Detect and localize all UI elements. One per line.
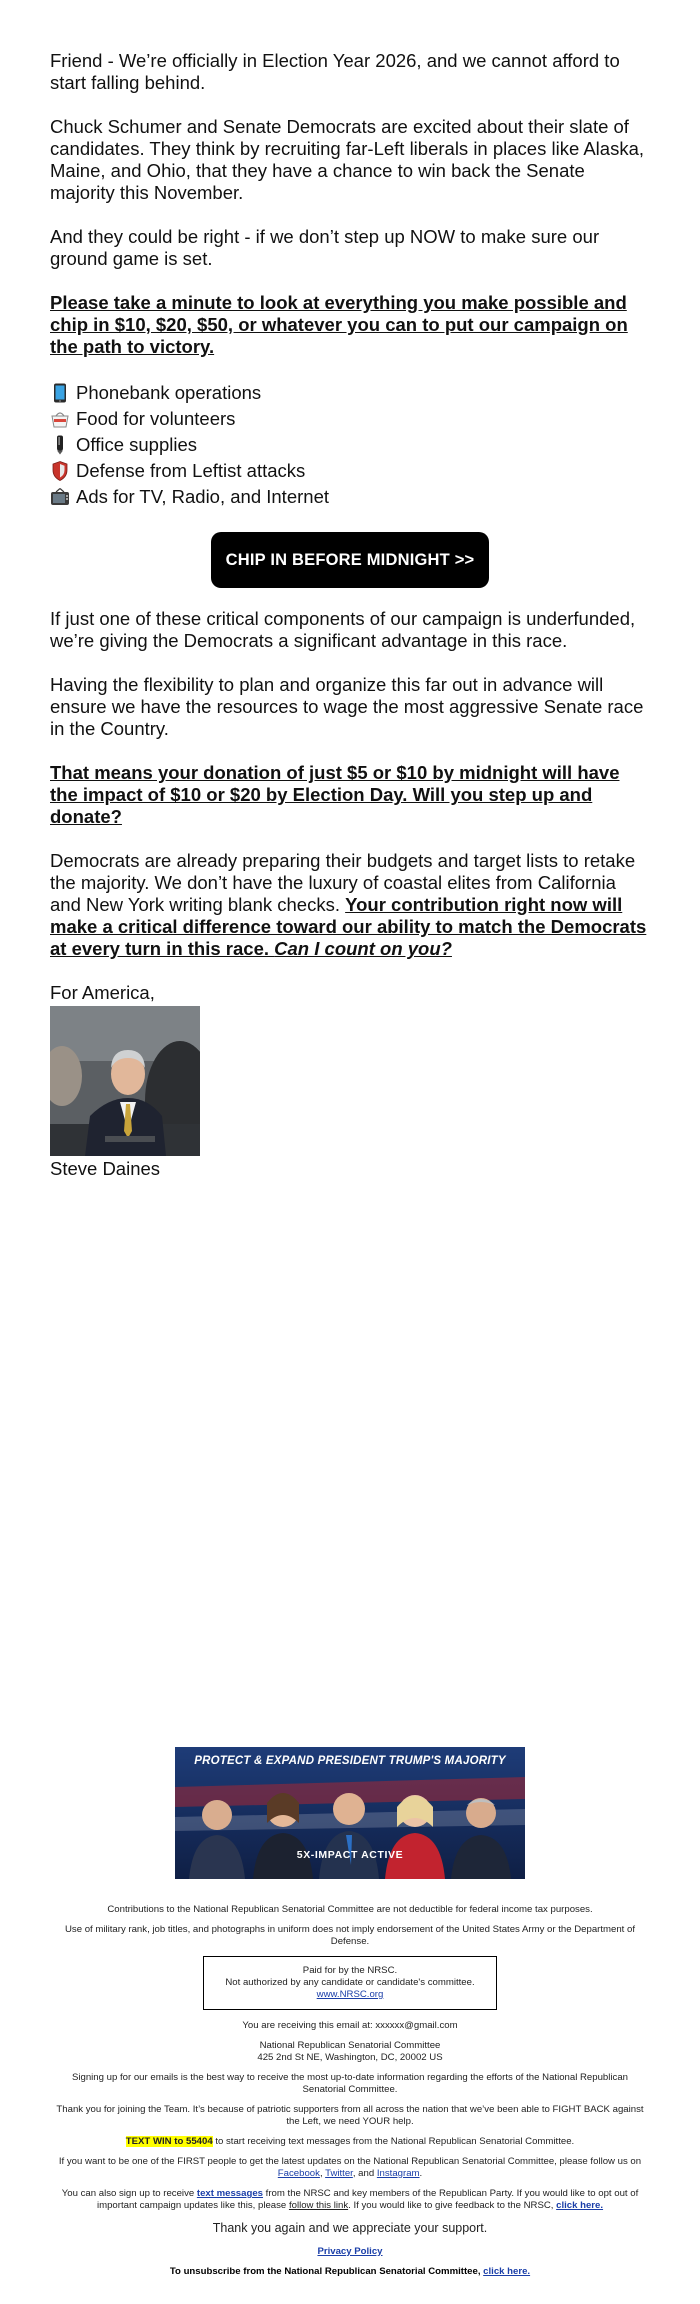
list-item [50, 406, 650, 432]
pen-icon [50, 435, 70, 455]
text-win-rest: to start receiving text messages from the National Republican Senatorial Committee. [212, 2136, 575, 2147]
donate-ask-link[interactable]: Please take a minute to look at everything you make possible and chip in $10, $20, $50, or whatever you can to put our campaign on the path to victory. [50, 292, 628, 357]
donation-match-link[interactable]: That means your donation of just $5 or $10 by midnight will have the impact of $10 or $20 by Election Day. Will you step up and donate? [50, 762, 620, 827]
paragraph-underfunded: If just one of these critical components of our campaign is underfunded, we’re giving the Democrats a significant advantage in this race. [50, 608, 636, 651]
address-block [50, 2040, 650, 2064]
paragraph-plain-text: Democrats are already preparing their budgets and target lists to retake the majority. We don’t have the luxury of coastal elites from California and New York writing blank checks. [50, 850, 636, 915]
paid-for-box [203, 1956, 497, 2010]
list-item-label: Phonebank operations [76, 382, 262, 403]
text-messages-link[interactable]: text messages [196, 2188, 264, 2199]
unsubscribe-text: To unsubscribe from the National Republican Senatorial Committee, [169, 2266, 484, 2277]
footer [50, 1904, 650, 2286]
paragraph-democrats-budgets [50, 850, 650, 960]
phone-icon [50, 383, 70, 403]
contribution-link[interactable]: Your contribution right now will make a critical difference toward our ability to match the Democrats at every turn in this race. [50, 894, 647, 959]
shield-icon [50, 461, 70, 481]
list-item-label: Office supplies [76, 434, 197, 455]
signer-photo [50, 1006, 200, 1156]
org-address: 425 2nd St NE, Washington, DC, 20002 US [257, 2052, 443, 2063]
twitter-link[interactable]: Twitter [325, 2168, 353, 2179]
signoff: For America, [50, 982, 155, 1003]
list-item [50, 484, 650, 510]
paragraph-flexibility: Having the flexibility to plan and organize this far out in advance will ensure we have the resources to wage the most aggressive Senate race in the Country. [50, 674, 644, 739]
org-name: National Republican Senatorial Committee [259, 2040, 441, 2051]
unsubscribe-link[interactable]: click here. [483, 2266, 531, 2277]
receiving-email-note: You are receiving this email at: xxxxxx@gmail.com [242, 2020, 458, 2031]
list-item [50, 380, 650, 406]
instagram-link[interactable]: Instagram [376, 2168, 420, 2179]
takeout-box-icon [50, 409, 70, 429]
cta-wrapper [50, 532, 650, 588]
unsubscribe-note [50, 2266, 650, 2278]
separator-text: , and [352, 2168, 377, 2179]
privacy-policy-link[interactable]: Privacy Policy [317, 2246, 383, 2257]
paid-for-text: Paid for by the NRSC. [302, 1965, 398, 1976]
not-authorized-text: Not authorized by any candidate or candidate's committee. [225, 1977, 475, 1988]
funding-list [50, 380, 650, 510]
opt-out-link[interactable]: follow this link [288, 2200, 349, 2211]
sms-note [50, 2188, 650, 2212]
text-win-highlight: TEXT WIN to 55404 [125, 2136, 213, 2147]
sms-mid2-text: . If you would like to give feedback to the NRSC, [348, 2200, 557, 2211]
sms-pre-text: You can also sign up to receive [61, 2188, 197, 2199]
list-item [50, 432, 650, 458]
facebook-link[interactable]: Facebook [277, 2168, 320, 2179]
nrsc-site-link[interactable]: www.NRSC.org [316, 1989, 384, 2000]
military-note: Use of military rank, job titles, and photographs in uniform does not imply endorsement of the United States Army or the Department of Defense. [64, 1924, 636, 1947]
tax-note: Contributions to the National Republican Senatorial Committee are not deductible for federal income tax purposes. [107, 1904, 593, 1915]
paragraph-ground-game: And they could be right - if we don’t step up NOW to make sure our ground game is set. [50, 226, 600, 269]
signup-note: Signing up for our emails is the best way to receive the most up-to-date information regarding the efforts of the National Republican Senatorial Committee. [71, 2072, 629, 2095]
thanks-note: Thank you again and we appreciate your support. [212, 2221, 488, 2235]
feedback-link[interactable]: click here. [556, 2200, 604, 2211]
count-on-you-link[interactable]: Can I count on you? [274, 938, 452, 959]
text-win-note [50, 2136, 650, 2148]
trump-majority-banner[interactable] [175, 1747, 525, 1879]
banner-badge: 5X-IMPACT ACTIVE [296, 1849, 404, 1861]
tv-icon [50, 487, 70, 507]
list-item-label: Ads for TV, Radio, and Internet [76, 486, 329, 507]
follow-note [50, 2156, 650, 2180]
paragraph-intro: Friend - We’re officially in Election Year 2026, and we cannot afford to start falling behind. [50, 50, 620, 93]
sms-mid-text: from the NRSC and key members of the Republican Party. If you would like to opt out of important campaign updates like this, please [96, 2188, 639, 2211]
list-item-label: Food for volunteers [76, 408, 236, 429]
chip-in-button[interactable]: CHIP IN BEFORE MIDNIGHT >> [211, 532, 489, 588]
list-item [50, 458, 650, 484]
banner-headline: PROTECT & EXPAND PRESIDENT TRUMP'S MAJORITY [194, 1755, 506, 1767]
paragraph-schumer: Chuck Schumer and Senate Democrats are excited about their slate of candidates. They think by recruiting far-Left liberals in places like Alaska, Maine, and Ohio, that they have a chance to win back the Senate majority this November. [50, 116, 645, 203]
signer-name: Steve Daines [50, 1158, 161, 1179]
follow-pre-text: If you want to be one of the FIRST people to get the latest updates on the National Republican Senatorial Committee, please follow us on [58, 2156, 642, 2167]
separator-text: . [419, 2168, 423, 2179]
thank-team-note: Thank you for joining the Team. It’s because of patriotic supporters from all across the nation that we’ve been able to FIGHT BACK against the Left, we need YOUR help. [56, 2104, 644, 2127]
separator-text: , [319, 2168, 326, 2179]
email-body [50, 50, 650, 1180]
list-item-label: Defense from Leftist attacks [76, 460, 306, 481]
